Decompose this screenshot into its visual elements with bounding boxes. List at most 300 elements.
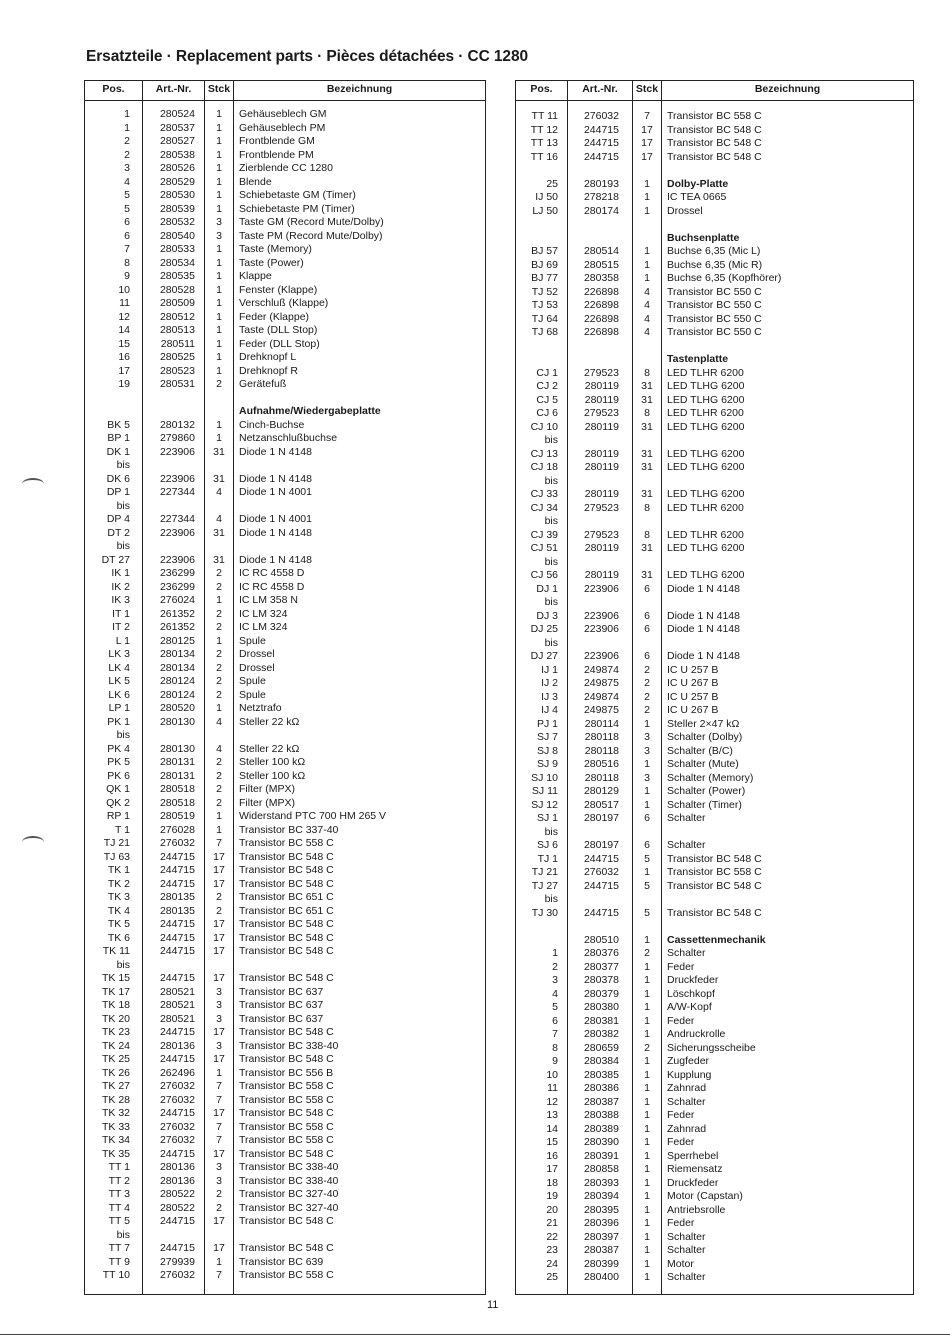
- description-cell: Gehäuseblech GM: [239, 108, 327, 120]
- art-nr-cell: 280379: [583, 987, 619, 1000]
- table-row: [85, 459, 485, 473]
- table-row: [85, 243, 485, 257]
- pos-cell: TK 6: [107, 931, 130, 944]
- art-nr-cell: 280197: [583, 839, 619, 851]
- description-cell: Schiebetaste PM (Timer): [239, 202, 355, 215]
- qty-cell: 1: [644, 1109, 650, 1121]
- art-nr-cell: 249875: [583, 677, 619, 689]
- description-cell: IC U 257 B: [667, 690, 719, 703]
- pos-cell: SJ 6: [536, 839, 558, 851]
- description-cell: Schalter (Mute): [667, 758, 739, 770]
- qty-cell: 6: [644, 812, 650, 824]
- qty-cell: 1: [644, 974, 650, 986]
- art-nr-cell: 280118: [584, 744, 619, 757]
- art-nr-cell: 280518: [159, 783, 195, 795]
- table-row: [516, 394, 913, 408]
- qty-cell: 4: [216, 715, 222, 728]
- table-row: [516, 367, 913, 381]
- pos-cell: IJ 1: [541, 663, 558, 676]
- pos-cell: 15: [546, 1136, 558, 1148]
- pos-cell: SJ 12: [531, 798, 558, 811]
- description-cell: Taste (Memory): [239, 243, 312, 255]
- art-nr-cell: 280396: [583, 1217, 619, 1229]
- section-heading-row: [516, 934, 913, 948]
- pos-cell: CJ 33: [530, 488, 558, 500]
- table-row: [516, 1069, 913, 1083]
- description-cell: Transistor BC 548 C: [239, 1147, 334, 1160]
- qty-cell: 1: [216, 175, 222, 188]
- pos-cell: SJ 8: [536, 744, 558, 757]
- section-heading-row: [516, 232, 913, 246]
- art-nr-cell: 280532: [159, 216, 195, 228]
- description-cell: LED TLHR 6200: [667, 501, 744, 514]
- table-row: [85, 378, 485, 392]
- qty-cell: 4: [216, 513, 222, 525]
- pos-cell: 1: [124, 108, 130, 120]
- description-cell: Buchsenplatte: [667, 231, 740, 244]
- pos-cell: TK 20: [101, 1012, 130, 1025]
- description-cell: Taste (DLL Stop): [239, 324, 318, 336]
- qty-cell: 1: [216, 324, 222, 336]
- qty-cell: 17: [213, 931, 225, 944]
- qty-cell: 1: [216, 135, 222, 147]
- description-cell: Filter (MPX): [239, 783, 295, 795]
- art-nr-cell: 280529: [159, 175, 195, 188]
- art-nr-cell: 276032: [159, 1134, 195, 1146]
- table-row: [85, 473, 485, 487]
- description-cell: Riemensatz: [667, 1163, 723, 1175]
- page-number: 11: [487, 1299, 499, 1311]
- art-nr-cell: 244715: [159, 1026, 195, 1038]
- description-cell: Transistor BC 550 C: [667, 285, 762, 298]
- qty-cell: 2: [216, 1201, 222, 1214]
- qty-cell: 7: [644, 110, 650, 122]
- art-nr-cell: 279523: [583, 407, 619, 419]
- qty-cell: 3: [216, 1161, 222, 1173]
- art-nr-cell: 280509: [159, 297, 195, 309]
- description-cell: A/W-Kopf: [667, 1001, 712, 1013]
- pos-cell: 2: [124, 148, 130, 161]
- art-nr-cell: 276032: [159, 1269, 195, 1281]
- table-row: [516, 853, 913, 867]
- pos-cell: TT 13: [530, 137, 558, 149]
- table-row: [516, 650, 913, 664]
- art-nr-cell: 244715: [583, 852, 619, 865]
- description-cell: Transistor BC 550 C: [667, 312, 762, 325]
- table-row: [516, 313, 913, 327]
- art-nr-cell: 236299: [159, 580, 195, 593]
- table-row: [85, 918, 485, 932]
- pos-cell: 4: [124, 175, 130, 188]
- qty-cell: 2: [644, 663, 650, 676]
- description-cell: Schalter: [667, 1230, 706, 1243]
- table-row: [85, 662, 485, 676]
- table-row: [516, 1015, 913, 1029]
- pos-cell: IJ 50: [535, 191, 558, 203]
- table-row: [85, 297, 485, 311]
- pos-cell: TK 33: [101, 1120, 130, 1133]
- qty-cell: 1: [216, 202, 222, 215]
- description-cell: Schalter: [667, 947, 706, 959]
- pos-cell: 6: [124, 216, 130, 228]
- punch-hole-mark: [22, 836, 44, 848]
- art-nr-cell: 280389: [583, 1122, 619, 1135]
- description-cell: Transistor BC 548 C: [667, 852, 762, 865]
- qty-cell: 1: [216, 310, 222, 323]
- table-row: [85, 891, 485, 905]
- art-nr-cell: 280193: [583, 177, 619, 190]
- description-cell: Schalter: [667, 812, 706, 824]
- art-nr-cell: 280524: [159, 108, 195, 120]
- pos-cell: bis: [544, 555, 558, 568]
- qty-cell: 4: [644, 285, 650, 298]
- table-row: [85, 608, 485, 622]
- description-cell: Taste PM (Record Mute/Dolby): [239, 229, 383, 242]
- pos-cell: RP 1: [106, 810, 130, 822]
- pos-cell: 8: [552, 1041, 558, 1054]
- table-row: [516, 421, 913, 435]
- pos-cell: TT 9: [108, 1255, 130, 1268]
- table-row: [516, 704, 913, 718]
- table-row: [85, 446, 485, 460]
- qty-cell: 17: [213, 1147, 225, 1160]
- description-cell: Netztrafo: [239, 702, 282, 714]
- pos-cell: 6: [552, 1014, 558, 1027]
- description-cell: Verschluß (Klappe): [239, 297, 329, 309]
- art-nr-cell: 223906: [159, 472, 195, 485]
- description-cell: Steller 22 kΩ: [239, 715, 300, 728]
- pos-cell: TK 28: [101, 1093, 130, 1106]
- qty-cell: 5: [644, 879, 650, 892]
- description-cell: IC TEA 0665: [667, 191, 727, 203]
- art-nr-cell: 280119: [584, 461, 619, 473]
- pos-cell: 5: [552, 1001, 558, 1013]
- qty-cell: 17: [641, 137, 653, 149]
- table-row: [516, 731, 913, 745]
- table-row: [85, 216, 485, 230]
- table-row: [516, 880, 913, 894]
- art-nr-cell: 244715: [159, 864, 195, 876]
- description-cell: Diode 1 N 4148: [239, 445, 312, 458]
- table-row: [85, 324, 485, 338]
- art-nr-cell: 280659: [583, 1041, 619, 1054]
- bottom-rule: [0, 1334, 950, 1335]
- pos-cell: 11: [119, 297, 130, 309]
- table-row: [85, 1013, 485, 1027]
- table-row: [85, 810, 485, 824]
- table-row: [516, 124, 913, 138]
- table-row: [85, 756, 485, 770]
- table-row: [516, 812, 913, 826]
- qty-cell: 1: [216, 810, 222, 822]
- table-row: [516, 205, 913, 219]
- pos-cell: TK 2: [107, 877, 130, 890]
- art-nr-cell: 244715: [583, 879, 619, 892]
- description-cell: Dolby-Platte: [667, 177, 729, 190]
- pos-cell: 3: [552, 974, 558, 986]
- pos-cell: 16: [546, 1149, 558, 1162]
- art-nr-cell: 278218: [583, 191, 619, 203]
- description-cell: Transistor BC 338-40: [239, 1174, 339, 1187]
- art-nr-cell: 223906: [583, 623, 619, 635]
- qty-cell: 1: [644, 798, 650, 811]
- table-row: [85, 959, 485, 973]
- pos-cell: 15: [118, 337, 130, 350]
- description-cell: Transistor BC 637: [239, 985, 324, 998]
- description-cell: Tastenplatte: [667, 353, 729, 365]
- art-nr-cell: 280174: [583, 204, 619, 217]
- pos-cell: CJ 51: [530, 542, 558, 554]
- pos-cell: bis: [544, 596, 558, 608]
- pos-cell: IJ 2: [541, 677, 558, 689]
- art-nr-cell: 280400: [583, 1271, 619, 1283]
- description-cell: Schalter: [667, 839, 706, 851]
- table-row: [85, 1215, 485, 1229]
- description-cell: Transistor BC 558 C: [239, 1134, 334, 1146]
- table-row: [516, 691, 913, 705]
- pos-cell: PJ 1: [536, 717, 558, 730]
- table-row: [85, 837, 485, 851]
- qty-cell: 5: [644, 906, 650, 919]
- qty-cell: 1: [644, 204, 650, 217]
- art-nr-cell: 280386: [583, 1082, 619, 1094]
- description-cell: Steller 100 kΩ: [239, 756, 306, 768]
- qty-cell: 7: [216, 1134, 222, 1146]
- table-row: [85, 1256, 485, 1270]
- art-nr-cell: 280521: [159, 999, 195, 1011]
- pos-cell: 16: [118, 351, 130, 363]
- pos-cell: IJ 3: [541, 690, 558, 703]
- table-row: [516, 1244, 913, 1258]
- description-cell: Transistor BC 548 C: [239, 1242, 334, 1254]
- table-row: [516, 920, 913, 934]
- pos-cell: T 1: [115, 823, 130, 836]
- pos-cell: LK 5: [108, 675, 130, 687]
- pos-cell: SJ 1: [536, 812, 558, 824]
- art-nr-cell: 244715: [159, 945, 195, 957]
- qty-cell: 1: [216, 148, 222, 161]
- qty-cell: 2: [216, 756, 222, 768]
- description-cell: Steller 22 kΩ: [239, 742, 300, 755]
- description-cell: Transistor BC 548 C: [239, 972, 334, 984]
- description-cell: Andruckrolle: [667, 1028, 726, 1040]
- pos-cell: bis: [116, 459, 130, 471]
- art-nr-cell: 276032: [159, 1093, 195, 1106]
- table-row: [85, 743, 485, 757]
- art-nr-cell: 280136: [159, 1174, 195, 1187]
- description-cell: Feder: [667, 1014, 695, 1027]
- art-nr-cell: 280376: [583, 947, 619, 959]
- table-row: [516, 529, 913, 543]
- art-nr-cell: 280521: [159, 985, 195, 998]
- art-nr-cell: 249875: [583, 704, 619, 716]
- description-cell: Transistor BC 651 C: [239, 904, 334, 917]
- description-cell: Zahnrad: [667, 1122, 707, 1135]
- description-cell: IC RC 4558 D: [239, 580, 305, 593]
- pos-cell: IJ 4: [541, 704, 558, 716]
- qty-cell: 2: [216, 891, 222, 903]
- description-cell: Diode 1 N 4148: [667, 623, 740, 635]
- table-row: [85, 554, 485, 568]
- qty-cell: 3: [216, 1174, 222, 1187]
- table-row: [516, 947, 913, 961]
- pos-cell: 19: [546, 1190, 558, 1202]
- art-nr-cell: 280393: [583, 1176, 619, 1189]
- qty-cell: 3: [216, 985, 222, 998]
- qty-cell: 3: [216, 1039, 222, 1052]
- art-nr-cell: 280540: [159, 229, 195, 242]
- pos-cell: bis: [116, 729, 130, 741]
- table-row: [85, 284, 485, 298]
- description-cell: Transistor BC 558 C: [239, 1093, 334, 1106]
- description-cell: Transistor BC 548 C: [239, 1107, 334, 1119]
- art-nr-cell: 280129: [583, 785, 619, 797]
- pos-cell: SJ 11: [531, 785, 558, 797]
- table-row: [85, 311, 485, 325]
- art-nr-cell: 244715: [159, 1147, 195, 1160]
- description-cell: Transistor BC 558 C: [667, 866, 762, 878]
- pos-cell: 10: [546, 1068, 558, 1081]
- art-nr-cell: 280539: [159, 202, 195, 215]
- pos-cell: 7: [124, 243, 130, 255]
- pos-cell: TJ 1: [537, 852, 558, 865]
- table-row: [85, 513, 485, 527]
- pos-cell: 20: [546, 1203, 558, 1216]
- parts-table-left: [84, 80, 486, 1295]
- table-row: [516, 596, 913, 610]
- qty-cell: 1: [644, 866, 650, 878]
- table-row: [516, 907, 913, 921]
- art-nr-cell: 280527: [159, 135, 195, 147]
- qty-cell: 1: [216, 162, 222, 174]
- table-row: [516, 1123, 913, 1137]
- art-nr-cell: 280512: [159, 310, 195, 323]
- table-row: [85, 1026, 485, 1040]
- qty-cell: 31: [641, 447, 653, 460]
- qty-cell: 6: [644, 839, 650, 851]
- qty-cell: 1: [216, 351, 222, 363]
- pos-cell: 2: [552, 960, 558, 973]
- pos-cell: 17: [118, 364, 130, 377]
- description-cell: Diode 1 N 4148: [667, 609, 740, 622]
- art-nr-cell: 280382: [583, 1028, 619, 1040]
- qty-cell: 8: [644, 528, 650, 541]
- description-cell: Diode 1 N 4001: [239, 513, 312, 525]
- qty-cell: 3: [644, 744, 650, 757]
- pos-cell: 22: [546, 1230, 558, 1243]
- table-row: [516, 245, 913, 259]
- art-nr-cell: 280358: [583, 272, 619, 284]
- table-row: [85, 1053, 485, 1067]
- pos-cell: 25: [546, 177, 558, 190]
- art-nr-cell: 244715: [159, 931, 195, 944]
- description-cell: Motor (Capstan): [667, 1190, 743, 1202]
- art-nr-cell: 280399: [583, 1257, 619, 1270]
- qty-cell: 1: [644, 1001, 650, 1013]
- qty-cell: 1: [216, 337, 222, 350]
- table-row: [85, 1188, 485, 1202]
- qty-cell: 17: [213, 1026, 225, 1038]
- table-row: [516, 475, 913, 489]
- qty-cell: 6: [644, 609, 650, 622]
- qty-cell: 2: [216, 648, 222, 660]
- table-row: [516, 1096, 913, 1110]
- art-nr-cell: 261352: [159, 621, 195, 633]
- pos-cell: bis: [544, 515, 558, 527]
- art-nr-cell: 280395: [583, 1203, 619, 1216]
- pos-cell: SJ 10: [531, 771, 558, 784]
- art-nr-cell: 244715: [159, 1107, 195, 1119]
- art-nr-cell: 280516: [583, 758, 619, 770]
- description-cell: Cassettenmechanik: [667, 933, 766, 946]
- pos-cell: BJ 69: [531, 258, 558, 271]
- art-nr-cell: 280384: [583, 1055, 619, 1067]
- art-nr-cell: 280397: [583, 1230, 619, 1243]
- pos-cell: DJ 25: [530, 623, 558, 635]
- art-nr-cell: 280135: [159, 904, 195, 917]
- qty-cell: 1: [216, 270, 222, 282]
- qty-cell: 17: [641, 150, 653, 163]
- pos-cell: 5: [124, 202, 130, 215]
- art-nr-cell: 280136: [159, 1161, 195, 1173]
- pos-cell: CJ 2: [536, 380, 558, 392]
- table-row: [85, 945, 485, 959]
- description-cell: Transistor BC 338-40: [239, 1039, 339, 1052]
- art-nr-cell: 279939: [159, 1255, 195, 1268]
- art-nr-cell: 276032: [583, 110, 619, 122]
- qty-cell: 17: [213, 1242, 225, 1254]
- art-nr-cell: 244715: [583, 150, 619, 163]
- qty-cell: 2: [216, 580, 222, 593]
- art-nr-cell: 280378: [583, 974, 619, 986]
- qty-cell: 1: [644, 1190, 650, 1202]
- art-nr-cell: 280390: [583, 1136, 619, 1148]
- table-row: [516, 434, 913, 448]
- qty-cell: 1: [644, 1095, 650, 1108]
- art-nr-cell: 280517: [583, 798, 619, 811]
- art-nr-cell: 280119: [584, 393, 619, 406]
- table-row: [516, 1082, 913, 1096]
- description-cell: Transistor BC 558 C: [239, 837, 334, 849]
- art-nr-cell: 280119: [584, 569, 619, 581]
- qty-cell: 31: [641, 488, 653, 500]
- qty-cell: 17: [213, 1215, 225, 1227]
- pos-cell: IT 1: [112, 607, 130, 620]
- table-row: [85, 432, 485, 446]
- table-row: [516, 799, 913, 813]
- qty-cell: 8: [644, 407, 650, 419]
- table-row: [516, 718, 913, 732]
- pos-cell: TK 17: [101, 985, 130, 998]
- pos-cell: TK 25: [101, 1053, 130, 1065]
- description-cell: Transistor BC 639: [239, 1255, 324, 1268]
- pos-cell: BJ 57: [531, 245, 558, 257]
- pos-cell: 25: [546, 1271, 558, 1283]
- qty-cell: 1: [644, 1203, 650, 1216]
- description-cell: Transistor BC 548 C: [239, 931, 334, 944]
- description-cell: Zugfeder: [667, 1055, 710, 1067]
- table-row: [85, 1094, 485, 1108]
- art-nr-cell: 280130: [159, 742, 195, 755]
- pos-cell: TK 1: [107, 864, 130, 876]
- art-nr-cell: 280513: [159, 324, 195, 336]
- pos-cell: TT 4: [108, 1201, 130, 1214]
- art-nr-cell: 223906: [583, 650, 619, 662]
- description-cell: Transistor BC 548 C: [667, 906, 762, 919]
- table-row: [85, 864, 485, 878]
- description-cell: Buchse 6,35 (Mic L): [667, 245, 761, 257]
- pos-cell: DT 27: [101, 553, 130, 566]
